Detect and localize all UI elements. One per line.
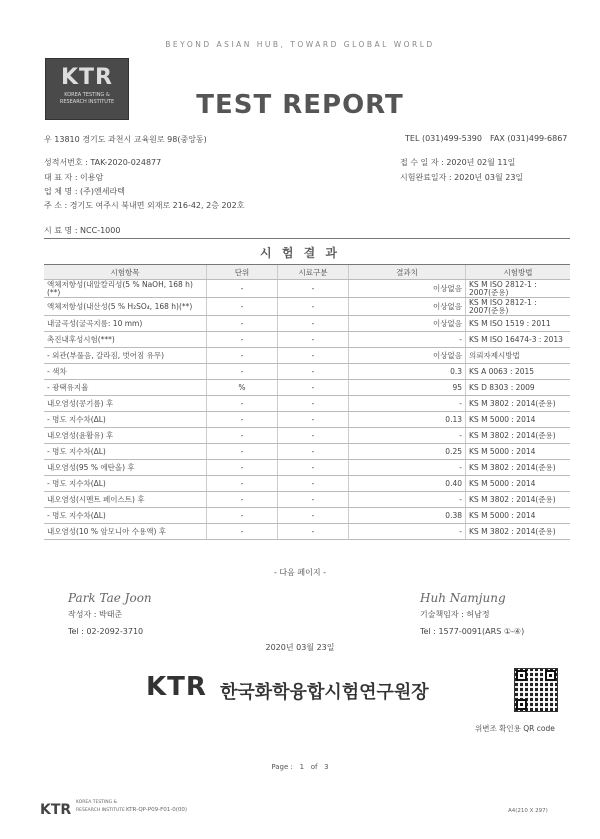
cell-unit: - bbox=[207, 524, 278, 540]
cell-method: KS M 3802 : 2014(준용) bbox=[466, 492, 571, 508]
cell-item: 내오염성(콩기름) 후 bbox=[44, 396, 207, 412]
cell-type: - bbox=[278, 524, 349, 540]
form-code: KTR-QP-P09-F01-0(00) bbox=[126, 807, 188, 813]
cell-type: - bbox=[278, 380, 349, 396]
cell-item: - 외관(부풀음, 갈라짐, 벗어짐 유무) bbox=[44, 348, 207, 364]
cell-value: - bbox=[349, 332, 466, 348]
page-current: 1 bbox=[299, 763, 305, 771]
divider bbox=[44, 238, 570, 239]
cell-type: - bbox=[278, 444, 349, 460]
cell-type: - bbox=[278, 280, 349, 298]
cell-type: - bbox=[278, 364, 349, 380]
col-type: 시료구분 bbox=[278, 265, 349, 280]
slogan: BEYOND ASIAN HUB, TOWARD GLOBAL WORLD bbox=[165, 40, 435, 49]
completed-date: 시험완료일자 : 2020년 03월 23일 bbox=[400, 173, 524, 182]
company-address: 주 소 : 경기도 여주시 북내면 외재로 216-42, 2층 202호 bbox=[44, 201, 245, 210]
cell-method: KS A 0063 : 2015 bbox=[466, 364, 571, 380]
table-row bbox=[44, 348, 570, 364]
table-row bbox=[44, 280, 570, 298]
cell-method: KS M 5000 : 2014 bbox=[466, 444, 571, 460]
col-method: 시험방법 bbox=[466, 265, 571, 280]
cell-unit: - bbox=[207, 444, 278, 460]
cell-type: - bbox=[278, 396, 349, 412]
cell-unit: - bbox=[207, 396, 278, 412]
cell-unit: - bbox=[207, 508, 278, 524]
cell-value: - bbox=[349, 460, 466, 476]
received-date: 접 수 일 자 : 2020년 02월 11일 bbox=[400, 158, 516, 167]
company-name: 업 체 명 : (주)엔세라텍 bbox=[44, 187, 125, 196]
signature-right: Huh Namjung bbox=[420, 591, 506, 605]
cell-item: 촉진내후성시험(***) bbox=[44, 332, 207, 348]
cell-method: KS M 5000 : 2014 bbox=[466, 476, 571, 492]
cell-value: 이상없음 bbox=[349, 298, 466, 316]
cell-unit: % bbox=[207, 380, 278, 396]
cell-value: - bbox=[349, 396, 466, 412]
page-label: Page : bbox=[271, 763, 293, 771]
cell-value: 이상없음 bbox=[349, 316, 466, 332]
cell-value: 0.38 bbox=[349, 508, 466, 524]
cell-method: KS M 5000 : 2014 bbox=[466, 412, 571, 428]
col-unit: 단위 bbox=[207, 265, 278, 280]
footer-ktr-logo: KTR bbox=[40, 802, 72, 818]
cell-value: 이상없음 bbox=[349, 280, 466, 298]
cell-type: - bbox=[278, 476, 349, 492]
table-row bbox=[44, 332, 570, 348]
cell-item: 내오염성(시멘트 페이스트) 후 bbox=[44, 492, 207, 508]
cell-item: 내오염성(10 % 암모니아 수용액) 후 bbox=[44, 524, 207, 540]
table-row bbox=[44, 492, 570, 508]
cell-unit: - bbox=[207, 460, 278, 476]
results-title: 시 험 결 과 bbox=[260, 246, 340, 260]
cell-item: - 명도 지수차(ΔL) bbox=[44, 476, 207, 492]
cell-unit: - bbox=[207, 332, 278, 348]
institute-name: 한국화학융합시험연구원장 bbox=[220, 682, 429, 703]
cell-value: 0.13 bbox=[349, 412, 466, 428]
table-row bbox=[44, 364, 570, 380]
col-value: 결과치 bbox=[349, 265, 466, 280]
cell-unit: - bbox=[207, 476, 278, 492]
sample-name: 시 료 명 : NCC-1000 bbox=[44, 226, 121, 235]
next-page-note: - 다음 페이지 - bbox=[273, 568, 327, 577]
ktr-brand-logo: KTR bbox=[146, 672, 207, 702]
cell-type: - bbox=[278, 316, 349, 332]
table-row bbox=[44, 444, 570, 460]
cell-value: - bbox=[349, 492, 466, 508]
cell-type: - bbox=[278, 428, 349, 444]
issue-date: 2020년 03월 23일 bbox=[265, 643, 335, 652]
cell-method: KS M ISO 2812-1 : 2007(준용) bbox=[466, 280, 571, 298]
cell-unit: - bbox=[207, 280, 278, 298]
author-tel: Tel : 02-2092-3710 bbox=[68, 627, 144, 636]
cell-method: KS M 3802 : 2014(준용) bbox=[466, 396, 571, 412]
cell-value: 0.3 bbox=[349, 364, 466, 380]
signature-left: Park Tae Joon bbox=[68, 591, 152, 605]
cell-unit: - bbox=[207, 412, 278, 428]
cell-method: 의뢰자제시방법 bbox=[466, 348, 571, 364]
ktr-logo-sub1: KOREA TESTING & bbox=[64, 92, 110, 98]
cell-type: - bbox=[278, 332, 349, 348]
cell-item: - 색차 bbox=[44, 364, 207, 380]
cell-method: KS D 8303 : 2009 bbox=[466, 380, 571, 396]
cell-method: KS M 3802 : 2014(준용) bbox=[466, 524, 571, 540]
col-item: 시험항목 bbox=[44, 265, 207, 280]
cell-type: - bbox=[278, 460, 349, 476]
table-row bbox=[44, 508, 570, 524]
table-row bbox=[44, 428, 570, 444]
cell-method: KS M 3802 : 2014(준용) bbox=[466, 428, 571, 444]
cell-unit: - bbox=[207, 316, 278, 332]
footer-logo-sub1: KOREA TESTING & bbox=[76, 800, 118, 805]
author: 작성자 : 박태준 bbox=[68, 610, 123, 619]
cell-type: - bbox=[278, 508, 349, 524]
cell-unit: - bbox=[207, 364, 278, 380]
cell-item: - 명도 지수차(ΔL) bbox=[44, 412, 207, 428]
representative: 대 표 자 : 이용암 bbox=[44, 173, 104, 182]
report-number: 성적서번호 : TAK-2020-024877 bbox=[44, 158, 162, 167]
cell-method: KS M ISO 2812-1 : 2007(준용) bbox=[466, 298, 571, 316]
cell-item: - 명도 지수차(ΔL) bbox=[44, 508, 207, 524]
cell-value: 0.25 bbox=[349, 444, 466, 460]
cell-value: - bbox=[349, 428, 466, 444]
results-table bbox=[44, 264, 570, 540]
cell-value: 이상없음 bbox=[349, 348, 466, 364]
cell-item: 액체저항성(내알칼리성(5 % NaOH, 168 h)(**) bbox=[44, 280, 207, 298]
cell-item: 내오염성(윤활유) 후 bbox=[44, 428, 207, 444]
table-row bbox=[44, 316, 570, 332]
tel: TEL (031)499-5390 bbox=[405, 134, 482, 143]
ktr-logo-sub2: RESEARCH INSTITUTE bbox=[59, 99, 115, 105]
footer-logo-sub2: RESEARCH INSTITUTE bbox=[76, 808, 125, 813]
cell-unit: - bbox=[207, 348, 278, 364]
cell-type: - bbox=[278, 298, 349, 316]
cell-unit: - bbox=[207, 298, 278, 316]
cell-unit: - bbox=[207, 428, 278, 444]
fax: FAX (031)499-6867 bbox=[490, 134, 568, 143]
cell-item: - 광택유지율 bbox=[44, 380, 207, 396]
table-row bbox=[44, 460, 570, 476]
technical-manager-tel: Tel : 1577-0091(ARS ①-④) bbox=[420, 627, 525, 636]
technical-manager: 기술책임자 : 허남정 bbox=[420, 610, 490, 619]
ktr-logo-text: KTR bbox=[61, 65, 113, 90]
cell-type: - bbox=[278, 348, 349, 364]
cell-value: - bbox=[349, 524, 466, 540]
cell-method: KS M 3802 : 2014(준용) bbox=[466, 460, 571, 476]
address: 우 13810 경기도 과천시 교육원로 98(중앙동) bbox=[44, 135, 207, 144]
cell-item: 액체저항성(내산성(5 % H₂SO₄, 168 h)(**) bbox=[44, 298, 207, 316]
qr-caption: 위변조 확인용 QR code bbox=[475, 724, 555, 733]
cell-type: - bbox=[278, 492, 349, 508]
report-title: TEST REPORT bbox=[196, 90, 404, 120]
page-total: 3 bbox=[324, 763, 329, 771]
cell-type: - bbox=[278, 412, 349, 428]
table-header-row bbox=[44, 265, 570, 280]
cell-method: KS M 5000 : 2014 bbox=[466, 508, 571, 524]
table-row bbox=[44, 298, 570, 316]
table-row bbox=[44, 412, 570, 428]
cell-value: 0.40 bbox=[349, 476, 466, 492]
table-row bbox=[44, 524, 570, 540]
table-row bbox=[44, 380, 570, 396]
cell-method: KS M ISO 1519 : 2011 bbox=[466, 316, 571, 332]
cell-item: - 명도 지수차(ΔL) bbox=[44, 444, 207, 460]
cell-value: 95 bbox=[349, 380, 466, 396]
table-row bbox=[44, 396, 570, 412]
qr-code-icon bbox=[514, 668, 558, 712]
cell-item: 내오염성(95 % 에탄올) 후 bbox=[44, 460, 207, 476]
page-of: of bbox=[310, 763, 318, 771]
paper-size: A4(210 X 297) bbox=[508, 808, 548, 814]
cell-unit: - bbox=[207, 492, 278, 508]
cell-item: 내굴곡성(굴곡지름: 10 mm) bbox=[44, 316, 207, 332]
page-indicator bbox=[0, 763, 600, 771]
cell-method: KS M ISO 16474-3 : 2013 bbox=[466, 332, 571, 348]
table-row bbox=[44, 476, 570, 492]
